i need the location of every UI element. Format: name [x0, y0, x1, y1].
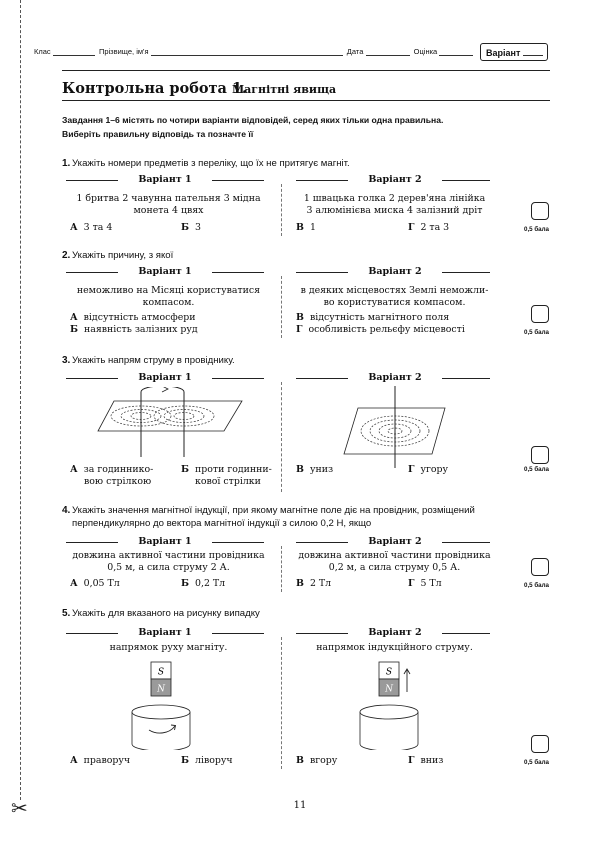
q2-answer-b[interactable]	[70, 324, 198, 336]
q5-v2-line-right	[442, 633, 490, 634]
q4-text	[72, 504, 542, 530]
q3-points: 0,5 бала	[524, 466, 549, 473]
q1-v2-line-left	[296, 180, 348, 181]
q2-divider	[281, 276, 282, 338]
q1-v1-line-left	[66, 180, 118, 181]
variant-box-label: Варіант	[486, 48, 521, 58]
answer-letter: А	[70, 578, 78, 589]
q2-answer-d[interactable]	[296, 324, 465, 336]
grade-label: Оцінка	[413, 47, 438, 56]
date-label: Дата	[346, 47, 364, 56]
coil-bottom	[132, 744, 190, 750]
grade-field[interactable]	[439, 47, 473, 56]
answer-text: 0,2 Тл	[195, 578, 226, 589]
answer-letter: Б	[181, 222, 190, 233]
q5-number: 5.	[62, 608, 71, 619]
q4-answer-b[interactable]	[181, 578, 225, 590]
answer-text: відсутність магнітного поля	[309, 312, 450, 323]
q5-answer-a[interactable]	[70, 755, 130, 767]
answer-letter: В	[296, 222, 304, 233]
q1-divider	[281, 184, 282, 236]
q1-v2-heading: Варіант 2	[368, 174, 422, 185]
q4-v1-body-line: довжина активної частини провідника	[72, 550, 265, 561]
answer-letter: Б	[181, 464, 190, 475]
answer-letter: В	[296, 578, 304, 589]
q3-v1-line-left	[66, 378, 118, 379]
class-field[interactable]	[53, 47, 95, 56]
q2-v2-body	[292, 285, 497, 309]
q5-v1-line-right	[212, 633, 264, 634]
answer-text: особливість рельєфу місцевості	[308, 324, 465, 335]
title-rule	[62, 100, 550, 101]
q5-answer-b[interactable]	[181, 755, 233, 767]
q3-answer-d[interactable]	[408, 464, 448, 476]
answer-letter: В	[296, 755, 304, 766]
q1-answer-c[interactable]	[296, 222, 316, 234]
scissors-icon: ✂	[11, 796, 28, 820]
plane-outline	[98, 401, 242, 431]
q4-answer-checkbox[interactable]	[531, 558, 549, 576]
q1-v2-body-line: 1 швацька голка 2 дерев'яна лінійка	[303, 193, 486, 204]
q1-answer-a[interactable]	[70, 222, 112, 234]
q1-v2-body	[292, 193, 497, 217]
page-subtitle: Магнітні явища	[232, 83, 337, 96]
q1-v1-body	[66, 193, 271, 217]
q5-v2-heading: Варіант 2	[368, 627, 422, 638]
q2-v1-body-line: компасом.	[142, 297, 195, 308]
name-field[interactable]	[151, 47, 343, 56]
q1-points: 0,5 бала	[524, 226, 549, 233]
answer-letter: Б	[70, 324, 79, 335]
q2-v1-body-line: неможливо на Місяці користуватися	[76, 285, 261, 296]
answer-text: 5 Тл	[420, 578, 442, 589]
q4-v1-body-line: 0,5 м, а сила струму 2 А.	[107, 562, 230, 573]
q4-v1-heading: Варіант 1	[138, 536, 192, 547]
answer-text: проти годинни-	[195, 464, 272, 475]
q4-v2-line-right	[442, 542, 490, 543]
q4-answer-c[interactable]	[296, 578, 331, 590]
q2-v2-body-line: в деяких місцевостях Землі неможли-	[300, 285, 489, 296]
q1-v1-body-line: монета 4 цвях	[133, 205, 204, 216]
q1-v1-body-line: 1 бритва 2 чавунна пательня 3 мідна	[76, 193, 261, 204]
q4-v1-line-right	[212, 542, 264, 543]
magnet-s-label: S	[385, 667, 393, 678]
q2-v2-line-right	[442, 272, 490, 273]
answer-text: 1	[309, 222, 316, 233]
answer-letter: А	[70, 464, 78, 475]
q5-text: Укажіть для вказаного на рисунку випадку	[72, 608, 260, 619]
magnet-s-label: S	[157, 667, 165, 678]
q3-answer-checkbox[interactable]	[531, 446, 549, 464]
answer-text: 2 та 3	[420, 222, 450, 233]
class-label: Клас	[34, 47, 51, 56]
q2-v2-body-line: во користуватися компасом.	[323, 297, 466, 308]
q4-v2-line-left	[296, 542, 348, 543]
answer-text: ліворуч	[195, 755, 233, 766]
page-number: 11	[293, 800, 307, 811]
q4-answer-a[interactable]	[70, 578, 120, 590]
answer-letter: Б	[181, 578, 190, 589]
answer-letter: Г	[296, 324, 303, 335]
q2-answer-a[interactable]	[70, 312, 196, 324]
answer-text: угору	[420, 464, 449, 475]
q3-divider	[281, 382, 282, 492]
q5-v2-line-left	[296, 633, 348, 634]
coil-bottom	[360, 744, 418, 750]
cut-line	[20, 0, 21, 800]
q1-number: 1.	[62, 158, 71, 169]
q4-v1-line-left	[66, 542, 118, 543]
q5-answer-c[interactable]	[296, 755, 337, 767]
variant-box[interactable]	[480, 43, 548, 61]
answer-letter: А	[70, 755, 78, 766]
q4-v2-heading: Варіант 2	[368, 536, 422, 547]
current-arrow	[162, 387, 168, 392]
q5-v1-heading: Варіант 1	[138, 627, 192, 638]
q5-answer-checkbox[interactable]	[531, 735, 549, 753]
q3-v2-figure	[340, 386, 450, 468]
answer-letter: А	[70, 222, 78, 233]
answer-letter: В	[296, 464, 304, 475]
q4-v2-body-line: довжина активної частини провідника	[298, 550, 491, 561]
q3-v1-figure	[96, 387, 246, 457]
answer-letter: Г	[408, 464, 415, 475]
answer-letter: В	[296, 312, 304, 323]
answer-letter: А	[70, 312, 78, 323]
q1-answer-b[interactable]	[181, 222, 201, 234]
header-rule	[62, 70, 550, 71]
q3-v1-line-right	[212, 378, 264, 379]
q1-answer-d[interactable]	[408, 222, 449, 234]
q2-v1-heading: Варіант 1	[138, 266, 192, 277]
coil-top	[360, 705, 418, 719]
q2-v2-line-left	[296, 272, 348, 273]
student-header	[34, 47, 484, 56]
q4-v1-body	[66, 550, 271, 574]
q1-text: Укажіть номери предметів з переліку, що їх не притягує магніт.	[72, 158, 350, 169]
answer-text: 3	[195, 222, 201, 233]
q5-v2-figure	[353, 660, 433, 750]
q3-answer-b[interactable]	[181, 464, 272, 488]
magnet-n-label: N	[157, 684, 165, 695]
page-title: Контрольна робота 1.	[62, 80, 248, 97]
q1-v1-heading: Варіант 1	[138, 174, 192, 185]
q2-v1-line-right	[212, 272, 264, 273]
induced-current-arrow	[149, 726, 175, 733]
answer-letter: Г	[408, 222, 415, 233]
coil-top	[132, 705, 190, 719]
answer-text: за годиннико-	[83, 464, 154, 475]
q5-v1-figure	[125, 660, 205, 750]
q2-answer-checkbox[interactable]	[531, 305, 549, 323]
q3-answer-c[interactable]	[296, 464, 333, 476]
q3-number: 3.	[62, 355, 71, 366]
q1-v2-body-line: 3 алюмінієва миска 4 залізний дріт	[306, 205, 483, 216]
q4-v2-body-line: 0,2 м, а сила струму 0,5 А.	[328, 562, 461, 573]
q2-v1-body	[66, 285, 271, 309]
answer-text: 0,05 Тл	[83, 578, 120, 589]
conductor-loop	[141, 387, 184, 392]
answer-text: униз	[309, 464, 334, 475]
answer-letter: Б	[181, 755, 190, 766]
answer-text: вниз	[420, 755, 444, 766]
answer-letter: Г	[408, 578, 415, 589]
q5-points: 0,5 бала	[524, 759, 549, 766]
q1-v2-line-right	[442, 180, 490, 181]
instructions-line-2: Виберіть правильну відповідь та позначте її	[62, 129, 254, 139]
q4-number: 4.	[62, 505, 71, 516]
answer-text: відсутність атмосфери	[83, 312, 196, 323]
answer-text: 3 та 4	[83, 222, 113, 233]
q2-v1-line-left	[66, 272, 118, 273]
q2-v2-heading: Варіант 2	[368, 266, 422, 277]
q2-answer-c[interactable]	[296, 312, 449, 324]
q5-v1-body: напрямок руху магніту.	[109, 642, 228, 653]
q4-text-line: перпендикулярно до вектора магнітної індукції з силою 0,2 Н, якщо	[72, 518, 372, 529]
date-field[interactable]	[366, 47, 410, 56]
q1-v1-line-right	[212, 180, 264, 181]
q4-text-line: Укажіть значення магнітної індукції, при якому магнітне поле діє на провідник, розміщений	[72, 505, 475, 516]
q4-answer-d[interactable]	[408, 578, 442, 590]
answer-text: вою стрілкою	[84, 476, 152, 487]
q4-v2-body	[292, 550, 497, 574]
q2-points: 0,5 бала	[524, 329, 549, 336]
q2-number: 2.	[62, 250, 71, 261]
answer-text: праворуч	[83, 755, 131, 766]
q5-v1-line-left	[66, 633, 118, 634]
answer-letter: Г	[408, 755, 415, 766]
q3-v2-line-left	[296, 378, 348, 379]
magnet-n-label: N	[385, 684, 393, 695]
q3-answer-a[interactable]	[70, 464, 153, 488]
q4-points: 0,5 бала	[524, 582, 549, 589]
q5-answer-d[interactable]	[408, 755, 443, 767]
name-label: Прізвище, ім'я	[98, 47, 149, 56]
q5-divider	[281, 637, 282, 769]
q1-answer-checkbox[interactable]	[531, 202, 549, 220]
q3-v2-line-right	[442, 378, 490, 379]
q3-v1-heading: Варіант 1	[138, 372, 192, 383]
answer-text: наявність залізних руд	[84, 324, 198, 335]
instructions-line-1: Завдання 1–6 містять по чотири варіанти відповідей, серед яких тільки одна правильна.	[62, 115, 444, 125]
q3-v2-heading: Варіант 2	[368, 372, 422, 383]
q2-text: Укажіть причину, з якої	[72, 250, 174, 261]
q4-divider	[281, 546, 282, 592]
answer-text: кової стрілки	[195, 476, 261, 487]
answer-text: вгору	[309, 755, 338, 766]
q5-v2-body: напрямок індукційного струму.	[316, 642, 473, 653]
answer-text: 2 Тл	[309, 578, 332, 589]
q3-text: Укажіть напрям струму в провіднику.	[72, 355, 235, 366]
